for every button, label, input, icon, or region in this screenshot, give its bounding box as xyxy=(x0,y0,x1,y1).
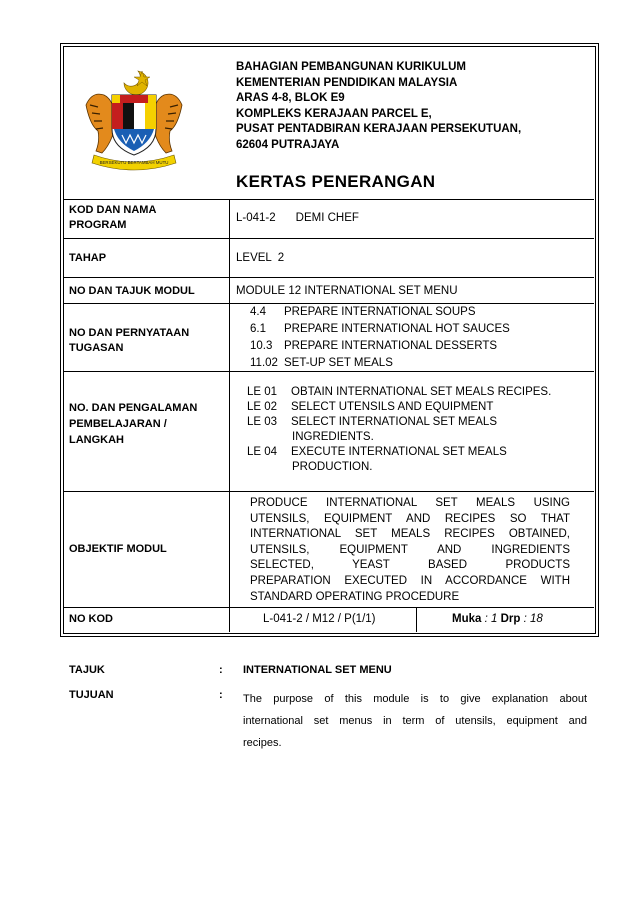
objektif-text xyxy=(250,496,570,605)
address-line: ARAS 4-8, BLOK E9 xyxy=(236,92,345,105)
tugasan-label-line: NO DAN PERNYATAAN xyxy=(69,327,190,339)
row-line-3 xyxy=(63,277,594,278)
modul-label: NO DAN TAJUK MODUL xyxy=(69,285,195,297)
address-line: KOMPLEKS KERAJAAN PARCEL E, xyxy=(236,107,432,120)
tugasan-text: PREPARE INTERNATIONAL HOT SAUCES xyxy=(284,323,510,335)
document-title: KERTAS PENERANGAN xyxy=(236,172,436,191)
tugasan-item xyxy=(250,322,510,337)
le-text: OBTAIN INTERNATIONAL SET MEALS RECIPES. xyxy=(291,386,552,398)
address-line: KEMENTERIAN PENDIDIKAN MALAYSIA xyxy=(236,76,458,89)
le-label-line: NO. DAN PENGALAMAN xyxy=(69,402,198,414)
tugasan-item xyxy=(250,356,393,371)
objektif-label: OBJEKTIF MODUL xyxy=(69,543,167,555)
objektif-line: UTENSILS, EQUIPMENT AND INGREDIENTS xyxy=(250,543,570,556)
address-line: BAHAGIAN PEMBANGUNAN KURIKULUM xyxy=(236,61,466,73)
address-line: 62604 PUTRAJAYA xyxy=(236,138,340,151)
le-text-continued: INGREDIENTS. xyxy=(292,431,374,443)
le-text: SELECT INTERNATIONAL SET MEALS xyxy=(291,416,497,428)
program-code: L-041-2 xyxy=(236,212,276,224)
tugasan-text: PREPARE INTERNATIONAL SOUPS xyxy=(284,306,476,318)
le-no: LE 03 xyxy=(247,416,278,428)
malaysia-coat-of-arms-icon xyxy=(80,65,188,173)
le-text: EXECUTE INTERNATIONAL SET MEALS xyxy=(291,446,507,458)
kod-label-line: KOD DAN NAMA xyxy=(69,204,157,216)
objektif-line: INTERNATIONAL SET MEALS RECIPES OBTAINED, xyxy=(250,528,570,541)
program-name: DEMI CHEF xyxy=(295,212,359,224)
tugasan-no: 4.4 xyxy=(250,306,266,318)
tahap-label: TAHAP xyxy=(69,252,107,264)
row-line-1 xyxy=(63,199,594,200)
le-text: SELECT UTENSILS AND EQUIPMENT xyxy=(291,401,494,413)
tajuk-colon: : xyxy=(219,664,223,676)
tugasan-text: PREPARE INTERNATIONAL DESSERTS xyxy=(284,340,498,352)
kod-label-line: PROGRAM xyxy=(69,219,127,231)
le-item xyxy=(247,415,497,430)
tugasan-label-line: TUGASAN xyxy=(69,342,124,354)
address-line: PUSAT PENTADBIRAN KERAJAAN PERSEKUTUAN, xyxy=(236,123,522,136)
le-item xyxy=(247,400,493,415)
row-line-4 xyxy=(63,303,594,304)
tugasan-no: 6.1 xyxy=(250,323,266,335)
modul-value: MODULE 12 INTERNATIONAL SET MENU xyxy=(236,285,458,297)
tugasan-item xyxy=(250,305,476,320)
tujuan-label: TUJUAN xyxy=(69,689,114,701)
tugasan-item xyxy=(250,339,497,354)
tahap-value: LEVEL 2 xyxy=(236,252,285,264)
kod-label xyxy=(69,203,156,233)
tugasan-no: 11.02 xyxy=(250,357,278,369)
le-no: LE 01 xyxy=(247,386,278,398)
row-line-7 xyxy=(63,607,594,608)
nokod-label: NO KOD xyxy=(69,613,113,625)
drp-value: : 18 xyxy=(523,613,543,625)
column-divider xyxy=(229,199,230,632)
kod-value xyxy=(236,211,359,226)
tajuk-label: TAJUK xyxy=(69,664,105,676)
tugasan-label xyxy=(69,326,189,356)
svg-text:BERSEKUTU BERTAMBAH MUTU: BERSEKUTU BERTAMBAH MUTU xyxy=(99,160,169,165)
row-line-6 xyxy=(63,491,594,492)
row-line-5 xyxy=(63,371,594,372)
muka-value: : 1 xyxy=(484,613,498,625)
le-label-line: LANGKAH xyxy=(69,434,124,446)
tajuk-value: INTERNATIONAL SET MENU xyxy=(243,664,392,676)
row-line-2 xyxy=(63,238,594,239)
tujuan-colon: : xyxy=(219,689,223,701)
page-count xyxy=(452,612,543,627)
tujuan-text xyxy=(243,688,587,754)
tujuan-line: recipes. xyxy=(243,737,282,749)
objektif-line: PRODUCE INTERNATIONAL SET MEALS USING xyxy=(250,497,570,509)
le-item xyxy=(247,385,551,400)
nokod-divider xyxy=(416,608,417,632)
ministry-address xyxy=(236,60,521,154)
tujuan-line: The purpose of this module is to give explanation about xyxy=(243,693,587,705)
le-item xyxy=(247,445,507,460)
objektif-line: SELECTED, YEAST BASED PRODUCTS xyxy=(250,559,570,572)
drp-label: Drp xyxy=(500,613,521,625)
nokod-value: L-041-2 / M12 / P(1/1) xyxy=(263,613,376,625)
le-text-continued: PRODUCTION. xyxy=(292,461,373,473)
objektif-line: UTENSILS, EQUIPMENT AND RECIPES SO THAT xyxy=(250,512,570,525)
le-no: LE 04 xyxy=(247,446,278,458)
tugasan-text: SET-UP SET MEALS xyxy=(284,357,393,369)
objektif-line: STANDARD OPERATING PROCEDURE xyxy=(250,590,460,603)
le-label-line: PEMBELAJARAN / xyxy=(69,418,167,430)
tujuan-line: international set menus in term of utensils, equipment and xyxy=(243,715,587,727)
objektif-line: PREPARATION EXECUTED IN ACCORDANCE WITH xyxy=(250,574,570,587)
le-no: LE 02 xyxy=(247,401,278,413)
tugasan-no: 10.3 xyxy=(250,340,273,352)
le-label xyxy=(69,400,197,448)
muka-label: Muka xyxy=(452,613,482,625)
